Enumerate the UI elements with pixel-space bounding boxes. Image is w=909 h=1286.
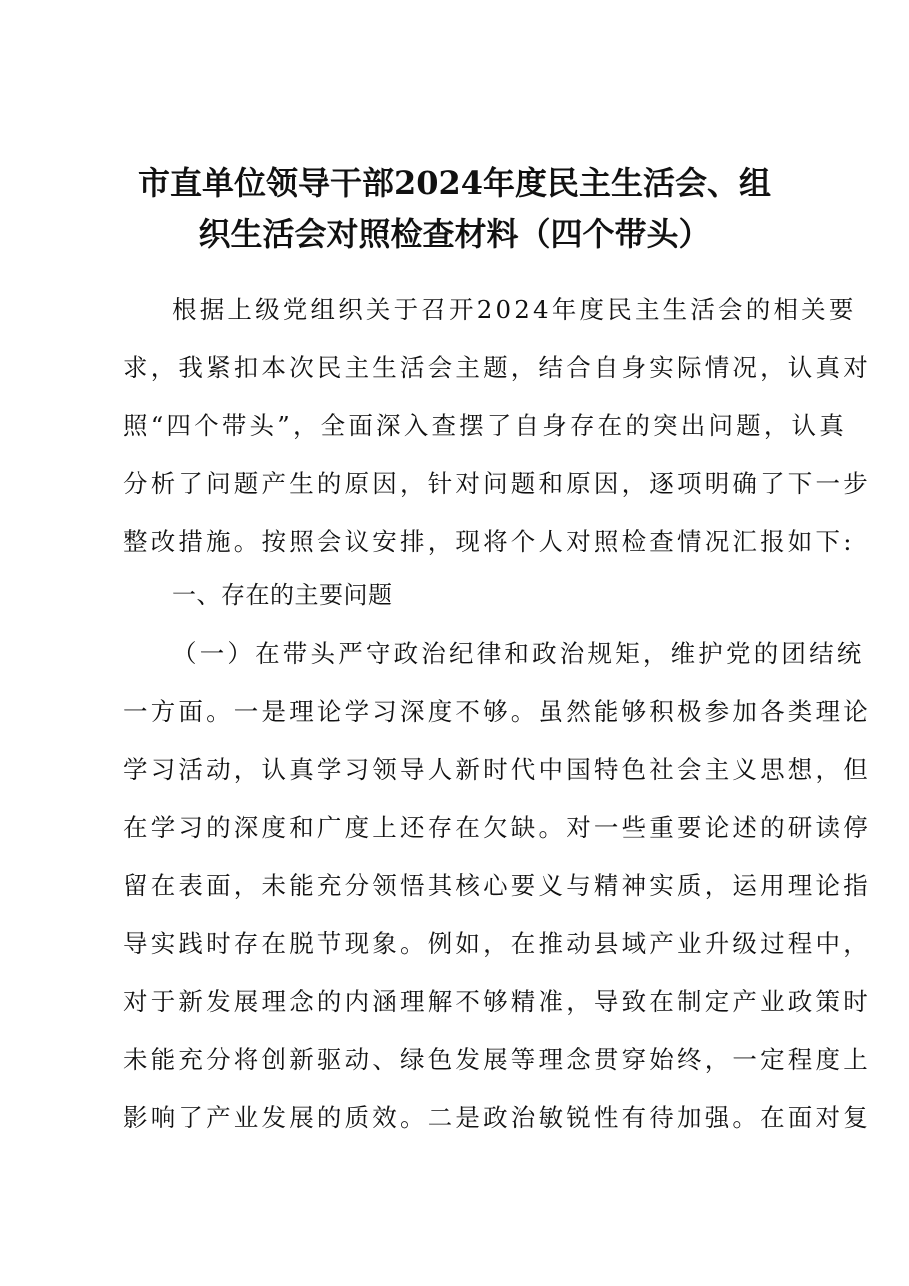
body-paragraph-line: 导实践时存在脱节现象。例如，在推动县域产业升级过程中，	[123, 929, 871, 958]
body-paragraph-line: 影响了产业发展的质效。二是政治敏锐性有待加强。在面对复	[123, 1103, 871, 1132]
body-paragraph-line: 未能充分将创新驱动、绿色发展等理念贯穿始终，一定程度上	[123, 1045, 871, 1074]
body-paragraph-line: 留在表面，未能充分领悟其核心要义与精神实质，运用理论指	[123, 871, 871, 900]
body-paragraph-line: （一）在带头严守政治纪律和政治规矩，维护党的团结统	[172, 639, 865, 668]
intro-paragraph-line: 整改措施。按照会议安排，现将个人对照检查情况汇报如下:	[123, 527, 855, 556]
body-paragraph-line: 一方面。一是理论学习深度不够。虽然能够积极参加各类理论	[123, 697, 871, 726]
document-title-line-1: 市直单位领导干部2024年度民主生活会、组	[137, 164, 772, 202]
section-heading: 一、存在的主要问题	[172, 581, 393, 609]
intro-paragraph-line: 求，我紧扣本次民主生活会主题，结合自身实际情况，认真对	[123, 353, 871, 382]
document-title-line-2: 织生活会对照检查材料（四个带头）	[198, 215, 711, 253]
intro-paragraph-line: 照“四个带头”，全面深入查摆了自身存在的突出问题，认真	[123, 411, 847, 440]
body-paragraph-line: 在学习的深度和广度上还存在欠缺。对一些重要论述的研读停	[123, 813, 871, 842]
body-paragraph-line: 对于新发展理念的内涵理解不够精准，导致在制定产业政策时	[123, 987, 871, 1016]
intro-paragraph-line: 根据上级党组织关于召开2024年度民主生活会的相关要	[172, 295, 857, 324]
body-paragraph-line: 学习活动，认真学习领导人新时代中国特色社会主义思想，但	[123, 755, 871, 784]
intro-paragraph-line: 分析了问题产生的原因，针对问题和原因，逐项明确了下一步	[123, 469, 871, 498]
